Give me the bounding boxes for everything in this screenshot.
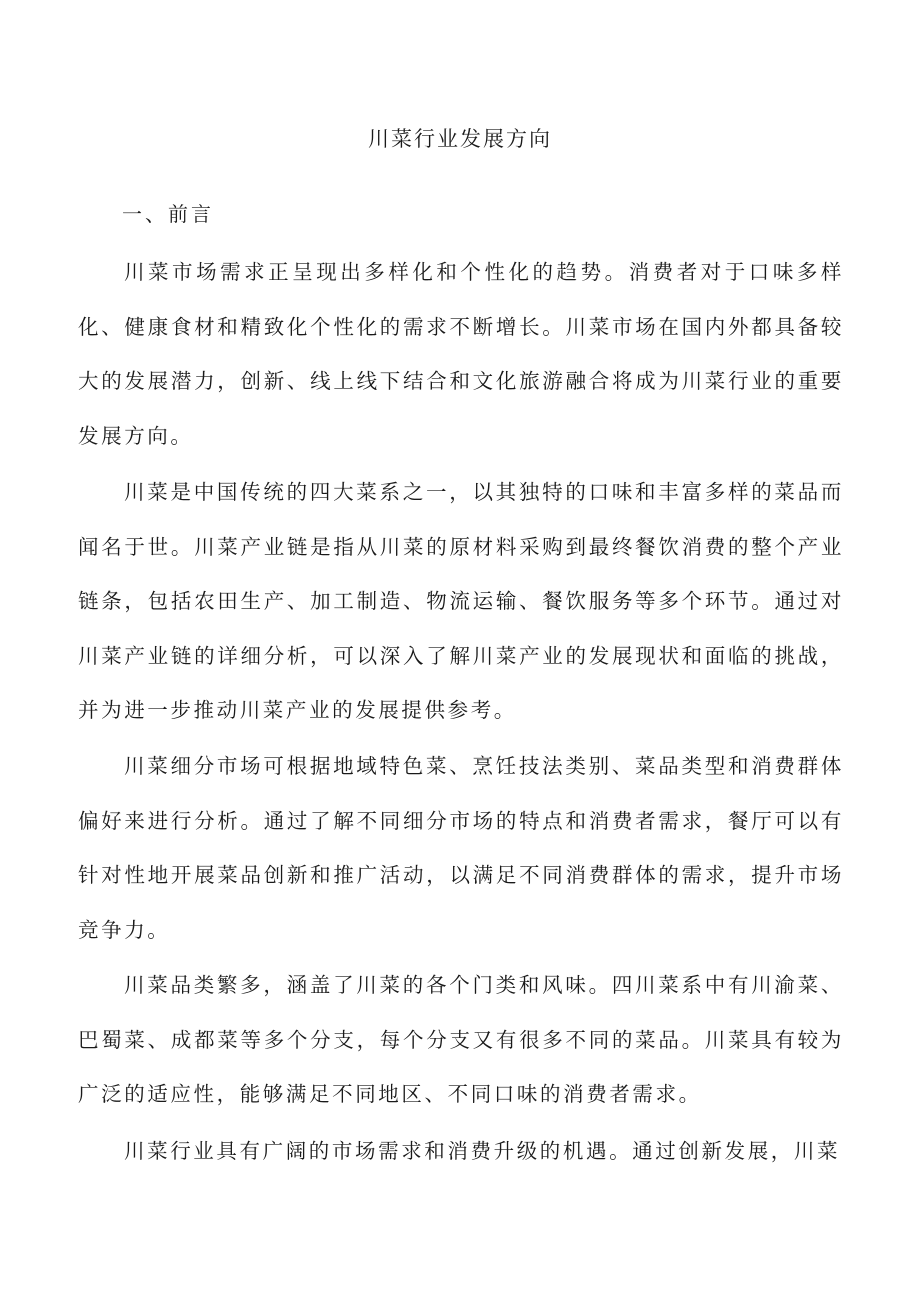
paragraph-opportunities: 川菜行业具有广阔的市场需求和消费升级的机遇。通过创新发展，川菜 [124, 1139, 841, 1163]
paragraph-categories: 川菜品类繁多，涵盖了川菜的各个门类和风味。四川菜系中有川渝菜、巴蜀菜、成都菜等多个分支，每个分支又有很多不同的菜品。川菜具有较为广泛的适应性，能够满足不同地区、不同口味的消费者需求。 [78, 973, 844, 1106]
paragraph-market-demand: 川菜市场需求正呈现出多样化和个性化的趋势。消费者对于口味多样化、健康食材和精致化个性化的需求不断增长。川菜市场在国内外都具备较大的发展潜力，创新、线上线下结合和文化旅游融合将成为川菜行业的重要发展方向。 [78, 260, 844, 448]
section-heading: 一、前言 [122, 202, 214, 226]
paragraph-industry-chain: 川菜是中国传统的四大菜系之一，以其独特的口味和丰富多样的菜品而闻名于世。川菜产业链是指从川菜的原材料采购到最终餐饮消费的整个产业链条，包括农田生产、加工制造、物流运输、餐饮服务等多个环节。通过对川菜产业链的详细分析，可以深入了解川菜产业的发展现状和面临的挑战，并为进一步推动川菜产业的发展提供参考。 [78, 480, 844, 722]
document-title: 川菜行业发展方向 [368, 127, 552, 151]
paragraph-market-segments: 川菜细分市场可根据地域特色菜、烹饪技法类别、菜品类型和消费群体偏好来进行分析。通过了解不同细分市场的特点和消费者需求，餐厅可以有针对性地开展菜品创新和推广活动，以满足不同消费群体的需求，提升市场竞争力。 [78, 754, 844, 942]
